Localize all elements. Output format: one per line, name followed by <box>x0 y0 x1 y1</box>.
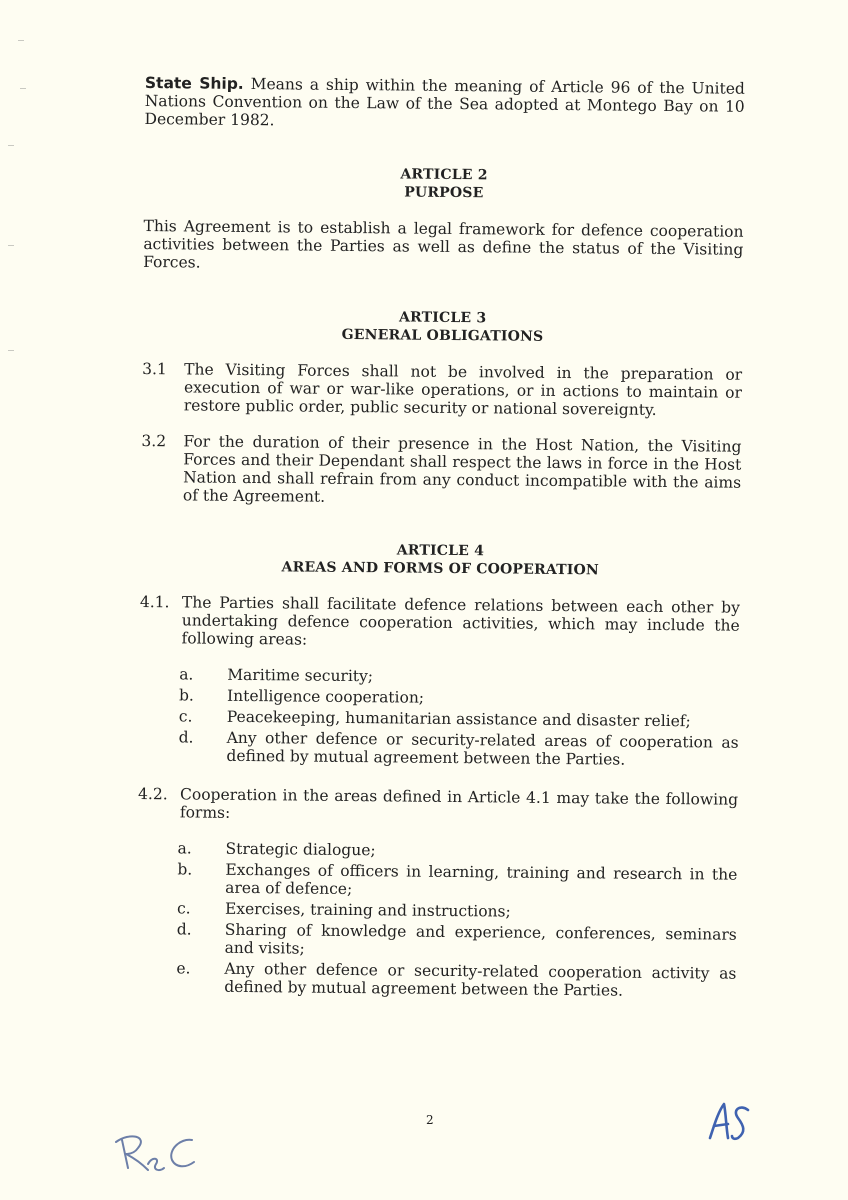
list-letter: c. <box>176 899 191 918</box>
document-body <box>136 74 745 1004</box>
article-2-text: This Agreement is to establish a legal framework for defence cooperation activities between the Parties as well as define the status of the Visiting Forces. <box>143 216 744 272</box>
list-item-text: Intelligence cooperation; <box>226 686 425 707</box>
article-2-subtitle: PURPOSE <box>404 184 484 202</box>
clause-4-2 <box>138 785 738 827</box>
list-item-text: Any other defence or security-related areas of cooperation as defined by mutual agreement between the Parties. <box>226 728 739 769</box>
margin-mark <box>8 350 14 351</box>
list-item <box>137 860 737 902</box>
list-item <box>137 899 737 923</box>
article-2-title: ARTICLE 2 <box>400 166 488 184</box>
list-letter: e. <box>176 959 191 978</box>
list-item-text: Maritime security; <box>227 665 374 686</box>
list-item <box>138 728 738 770</box>
list-item-text: Exercises, training and instructions; <box>224 899 511 921</box>
list-letter: d. <box>178 728 194 747</box>
clause-number: 4.1. <box>139 592 170 612</box>
clause-text: For the duration of their presence in the Host Nation, the Visiting Forces and their Dependant shall respect the laws in force in the Host Nation and shall refrain from any conduct incompatible with the aims of the Agreement. <box>182 432 742 506</box>
list-item-text: Peacekeeping, humanitarian assistance and disaster relief; <box>226 707 691 731</box>
margin-mark <box>18 40 24 41</box>
forms-list <box>136 839 737 1001</box>
margin-mark <box>8 145 14 146</box>
signature-right <box>704 1098 754 1150</box>
page-number: 2 <box>426 1113 434 1127</box>
clause-number: 3.2 <box>141 431 167 451</box>
list-letter: d. <box>176 920 192 939</box>
article-4-subtitle: AREAS AND FORMS OF COOPERATION <box>281 559 600 579</box>
list-letter: c. <box>178 707 193 726</box>
clause-text: Cooperation in the areas defined in Article 4.1 may take the following forms: <box>179 785 739 822</box>
margin-mark <box>8 245 14 246</box>
areas-list <box>138 665 739 770</box>
list-letter: a. <box>179 665 194 684</box>
article-3-subtitle: GENERAL OBLIGATIONS <box>341 326 544 345</box>
clause-number: 3.1 <box>142 359 167 379</box>
list-letter: b. <box>178 686 194 705</box>
clause-number: 4.2. <box>138 784 168 804</box>
article-3-title: ARTICLE 3 <box>398 309 487 327</box>
list-item <box>137 920 737 962</box>
clause-4-1 <box>139 593 739 653</box>
list-item-text: Strategic dialogue; <box>225 839 376 860</box>
list-item-text: Exchanges of officers in learning, training and research in the area of defence; <box>225 860 738 899</box>
clause-text: The Parties shall facilitate defence relations between each other by undertaking defence cooperation activities, which may include the following areas: <box>181 593 740 649</box>
clause-3-2 <box>141 432 742 510</box>
margin-mark <box>20 88 26 89</box>
list-item-text: Any other defence or security-related cooperation activity as defined by mutual agreement between the Parties. <box>224 959 737 1000</box>
list-item-text: Sharing of knowledge and experience, conferences, seminars and visits; <box>224 920 737 958</box>
definition-text: Means a ship within the meaning of Article 96 of the United Nations Convention on the Law of the Sea adopted at Montego Bay on 10 December 1982. <box>144 74 745 130</box>
signature-left <box>108 1128 198 1178</box>
article-4-title: ARTICLE 4 <box>396 542 485 560</box>
list-item <box>139 686 739 710</box>
clause-text: The Visiting Forces shall not be involved in the preparation or execution of war or war-like operations, or in actions to maintain or restore public order, public security or national sovereignty. <box>183 360 743 419</box>
list-letter: a. <box>177 839 192 858</box>
list-letter: b. <box>177 860 193 879</box>
list-item <box>136 959 736 1001</box>
list-item <box>139 707 739 731</box>
definition-paragraph <box>144 74 744 134</box>
definition-term: State Ship. <box>144 74 244 93</box>
clause-3-1 <box>142 360 742 420</box>
